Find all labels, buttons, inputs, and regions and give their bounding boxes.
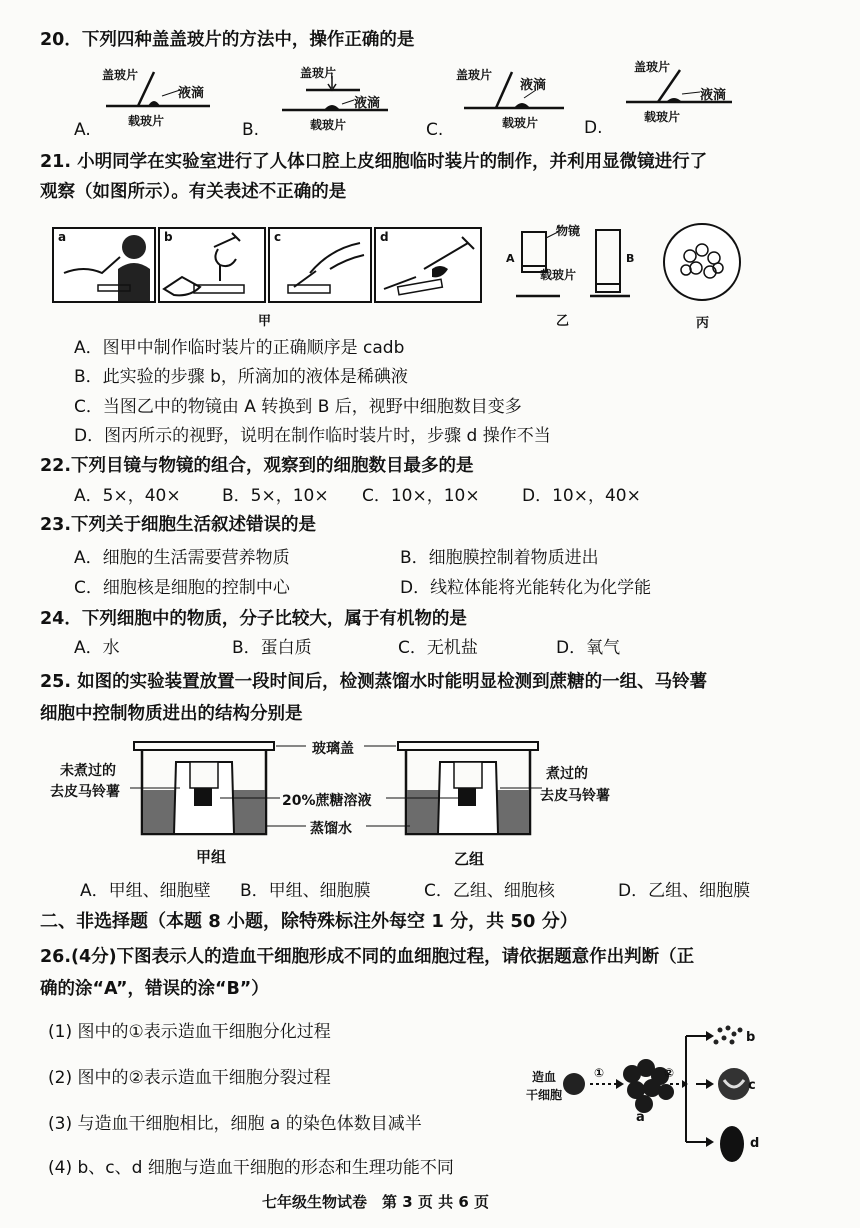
stain-slide-icon — [376, 229, 480, 301]
q26-item-4[interactable]: (4) b、c、d 细胞与造血干细胞的形态和生理功能不同 — [48, 1158, 454, 1178]
distilled-water-label: 蒸馏水 — [310, 821, 352, 837]
q22-option-c[interactable]: C．10×，10× — [362, 486, 480, 506]
scrape-cheek-icon — [54, 229, 154, 301]
cover-slip-label: 盖玻片 — [102, 68, 139, 82]
q20-option-b[interactable]: B. — [242, 120, 260, 140]
drop-label: 液滴 — [520, 78, 547, 93]
q20-option-a[interactable]: A. — [74, 120, 91, 140]
lens-a-label: A — [506, 252, 515, 265]
stem-cell-label-2: 干细胞 — [526, 1088, 563, 1102]
q20-option-d-figure — [620, 56, 760, 128]
q25-option-a[interactable]: A．甲组、细胞壁 — [80, 881, 211, 901]
step-d-box — [374, 227, 482, 303]
page-footer: 七年级生物试卷 第 3 页 共 6 页 — [262, 1193, 489, 1211]
cell-c-label: c — [748, 1078, 756, 1093]
q20-option-b-figure — [270, 62, 410, 134]
figure-bing-label: 丙 — [696, 316, 710, 331]
slide-label: 载玻片 — [540, 268, 577, 282]
step-letter: c — [274, 230, 282, 244]
step-a-box — [52, 227, 156, 303]
q24-option-d[interactable]: D．氧气 — [556, 638, 621, 658]
q22-option-d[interactable]: D．10×，40× — [522, 486, 641, 506]
figure-jia-label: 甲 — [258, 314, 272, 329]
q26-item-1[interactable]: (1) 图中的①表示造血干细胞分化过程 — [48, 1022, 331, 1042]
section-title: 二、非选择题（本题 8 小题，除特殊标注外每空 1 分，共 50 分） — [40, 911, 578, 932]
q26-item-3[interactable]: (3) 与造血干细胞相比，细胞 a 的染色体数目减半 — [48, 1114, 422, 1134]
glass-lid-label: 玻璃盖 — [312, 741, 354, 757]
figure-yi-label: 乙 — [556, 314, 570, 329]
stem-cell-label-1: 造血 — [532, 1070, 557, 1084]
figure-bing — [660, 220, 744, 304]
cover-slip-label: 盖玻片 — [456, 68, 493, 82]
step-letter: a — [58, 230, 67, 244]
q24-option-a[interactable]: A．水 — [74, 638, 120, 658]
q25-stem-line2: 细胞中控制物质进出的结构分别是 — [40, 704, 303, 724]
q23-stem: 23.下列关于细胞生活叙述错误的是 — [40, 515, 316, 535]
q20-option-c[interactable]: C. — [426, 120, 444, 140]
objective-label: 物镜 — [556, 224, 581, 238]
q23-option-b[interactable]: B．细胞膜控制着物质进出 — [400, 548, 599, 568]
cooked-potato-label-2: 去皮马铃薯 — [540, 788, 610, 804]
cell-d-label: d — [750, 1136, 760, 1151]
group-jia-label: 甲组 — [196, 848, 227, 866]
cell-b-label: b — [746, 1030, 756, 1045]
q21-stem-line1: 21. 小明同学在实验室进行了人体口腔上皮细胞临时装片的制作，并利用显微镜进行了 — [40, 152, 708, 172]
figure-yi — [500, 218, 650, 329]
microscope-view-icon — [660, 220, 744, 304]
step-b-box — [158, 227, 266, 303]
group-yi-label: 乙组 — [454, 850, 485, 868]
step-letter: d — [380, 230, 389, 244]
q25-option-d[interactable]: D．乙组、细胞膜 — [618, 881, 751, 901]
q21-option-c[interactable]: C．当图乙中的物镜由 A 转换到 B 后，视野中细胞数目变多 — [74, 397, 522, 417]
q26-item-2[interactable]: (2) 图中的②表示造血干细胞分裂过程 — [48, 1068, 331, 1088]
q23-option-d[interactable]: D．线粒体能将光能转化为化学能 — [400, 578, 652, 598]
q25-stem-line1: 25. 如图的实验装置放置一段时间后，检测蒸馏水时能明显检测到蔗糖的一组、马铃薯 — [40, 672, 708, 692]
uncooked-potato-label-2: 去皮马铃薯 — [50, 784, 120, 800]
drop-label: 液滴 — [700, 88, 727, 103]
q26-stem-line1: 26.(4分)下图表示人的造血干细胞形成不同的血细胞过程，请依据题意作出判断（正 — [40, 947, 695, 967]
q23-option-a[interactable]: A．细胞的生活需要营养物质 — [74, 548, 290, 568]
slide-label: 载玻片 — [310, 118, 347, 132]
cover-slip-label: 盖玻片 — [300, 66, 337, 80]
step-c-box — [268, 227, 372, 303]
step-letter: b — [164, 230, 173, 244]
q20-option-d[interactable]: D. — [584, 118, 603, 138]
cooked-potato-label-1: 煮过的 — [546, 766, 588, 782]
q22-stem: 22.下列目镜与物镜的组合，观察到的细胞数目最多的是 — [40, 456, 474, 476]
q25-option-b[interactable]: B．甲组、细胞膜 — [240, 881, 371, 901]
drop-label: 液滴 — [354, 96, 381, 111]
dropper-hands-icon — [160, 229, 264, 301]
sucrose-solution-label: 20%蔗糖溶液 — [282, 793, 372, 809]
q23-option-c[interactable]: C．细胞核是细胞的控制中心 — [74, 578, 290, 598]
q20-stem: 20．下列四种盖盖玻片的方法中，操作正确的是 — [40, 30, 415, 50]
slide-label: 载玻片 — [502, 116, 539, 130]
uncooked-potato-label-1: 未煮过的 — [60, 763, 116, 779]
q26-stem-line2: 确的涂“A”，错误的涂“B”） — [40, 979, 269, 999]
q20-option-c-figure — [452, 62, 592, 134]
q22-option-b[interactable]: B．5×，10× — [222, 486, 329, 506]
tweezers-coverslip-icon — [270, 229, 370, 301]
q21-option-d[interactable]: D．图丙所示的视野，说明在制作临时装片时，步骤 d 操作不当 — [74, 426, 551, 446]
slide-label: 载玻片 — [128, 114, 165, 128]
step-1-label: ① — [594, 1066, 605, 1080]
q21-stem-line2: 观察（如图所示）。有关表述不正确的是 — [40, 182, 347, 202]
step-2-label: ② — [664, 1066, 675, 1080]
lens-b-label: B — [626, 252, 635, 265]
slide-label: 载玻片 — [644, 110, 681, 124]
q24-option-b[interactable]: B．蛋白质 — [232, 638, 312, 658]
q21-option-a[interactable]: A．图甲中制作临时装片的正确顺序是 cadb — [74, 338, 405, 358]
q25-option-c[interactable]: C．乙组、细胞核 — [424, 881, 555, 901]
q22-option-a[interactable]: A．5×，40× — [74, 486, 181, 506]
q24-option-c[interactable]: C．无机盐 — [398, 638, 478, 658]
q24-stem: 24．下列细胞中的物质，分子比较大，属于有机物的是 — [40, 609, 467, 629]
q21-option-b[interactable]: B．此实验的步骤 b，所滴加的液体是稀碘液 — [74, 367, 408, 387]
cover-slip-label: 盖玻片 — [634, 60, 671, 74]
q20-option-a-figure — [98, 64, 238, 136]
cell-a-label: a — [636, 1110, 645, 1125]
drop-label: 液滴 — [178, 86, 205, 101]
